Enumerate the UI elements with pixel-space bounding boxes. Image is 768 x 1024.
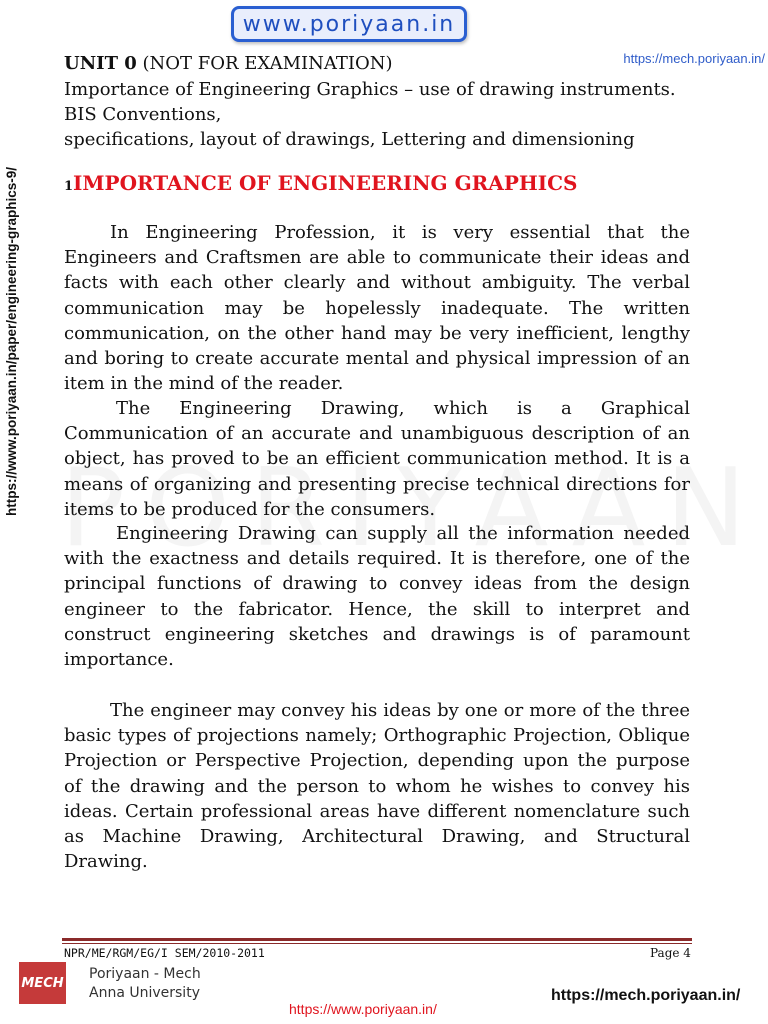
- syllabus-line: BIS Conventions,: [64, 104, 222, 125]
- syllabus-line: Importance of Engineering Graphics – use of drawing instruments.: [64, 79, 676, 100]
- page-number: Page 4: [650, 946, 691, 960]
- paragraph-text: The Engineering Drawing, which is a Graphical Communication of an accurate and unambiguous description of an object, has proved to be an efficient communication method. It is a means of organizing and presenting precise technical directions for items to be produced for the consumers.: [64, 398, 690, 520]
- brand-line: Anna University: [89, 985, 200, 1001]
- section-title: IMPORTANCE OF ENGINEERING GRAPHICS: [73, 171, 578, 195]
- unit-label: UNIT 0: [64, 53, 137, 74]
- side-vertical-link[interactable]: https://www.poriyaan.in/paper/engineering-graphics-9/: [4, 166, 19, 516]
- unit-note: (NOT FOR EXAMINATION): [136, 53, 393, 74]
- top-right-link[interactable]: https://mech.poriyaan.in/: [623, 51, 765, 66]
- footer-divider: [62, 938, 692, 941]
- brand-block: [89, 965, 201, 1003]
- paragraph-text: Engineering Drawing can supply all the information needed with the exactness and details required. It is therefore, one of the principal functions of drawing to convey ideas from the design engineer to the fabricator. Hence, the skill to interpret and construct engineering sketches and drawings is of paramount importance.: [64, 523, 690, 671]
- footer-code: NPR/ME/RGM/EG/I SEM/2010-2011: [64, 946, 265, 960]
- mech-logo-badge: [19, 962, 66, 1004]
- section-number: 1: [64, 179, 74, 194]
- body-paragraph: [64, 698, 690, 874]
- site-banner[interactable]: [231, 6, 467, 42]
- body-paragraph: [64, 521, 690, 672]
- bottom-link[interactable]: https://www.poriyaan.in/: [289, 1001, 437, 1017]
- footer-divider: [62, 943, 692, 944]
- paragraph-text: In Engineering Profession, it is very essential that the Engineers and Craftsmen are able to communicate their ideas and facts with each other clearly and without ambiguity. The verbal communication may be hopelessly inadequate. The written communication, on the other hand may be very inefficient, lengthy and boring to create accurate mental and physical impression of an item in the mind of the reader.: [64, 222, 690, 395]
- section-heading: [64, 171, 577, 195]
- body-paragraph: [64, 220, 690, 396]
- paragraph-text: The engineer may convey his ideas by one or more of the three basic types of projections namely; Orthographic Projection, Oblique Projection or Perspective Projection, depending upon the purpose of the drawing and the person to whom he wishes to convey his ideas. Certain professional areas have different nomenclature such as Machine Drawing, Architectural Drawing, and Structural Drawing.: [64, 700, 690, 873]
- unit-heading: [64, 51, 724, 76]
- syllabus-line: specifications, layout of drawings, Lettering and dimensioning: [64, 129, 635, 150]
- mech-badge-text: MECH: [21, 975, 64, 991]
- body-paragraph: [64, 396, 690, 522]
- site-banner-text: www.poriyaan.in: [242, 11, 456, 37]
- brand-line: Poriyaan - Mech: [89, 966, 201, 982]
- bottom-right-link[interactable]: https://mech.poriyaan.in/: [551, 987, 741, 1004]
